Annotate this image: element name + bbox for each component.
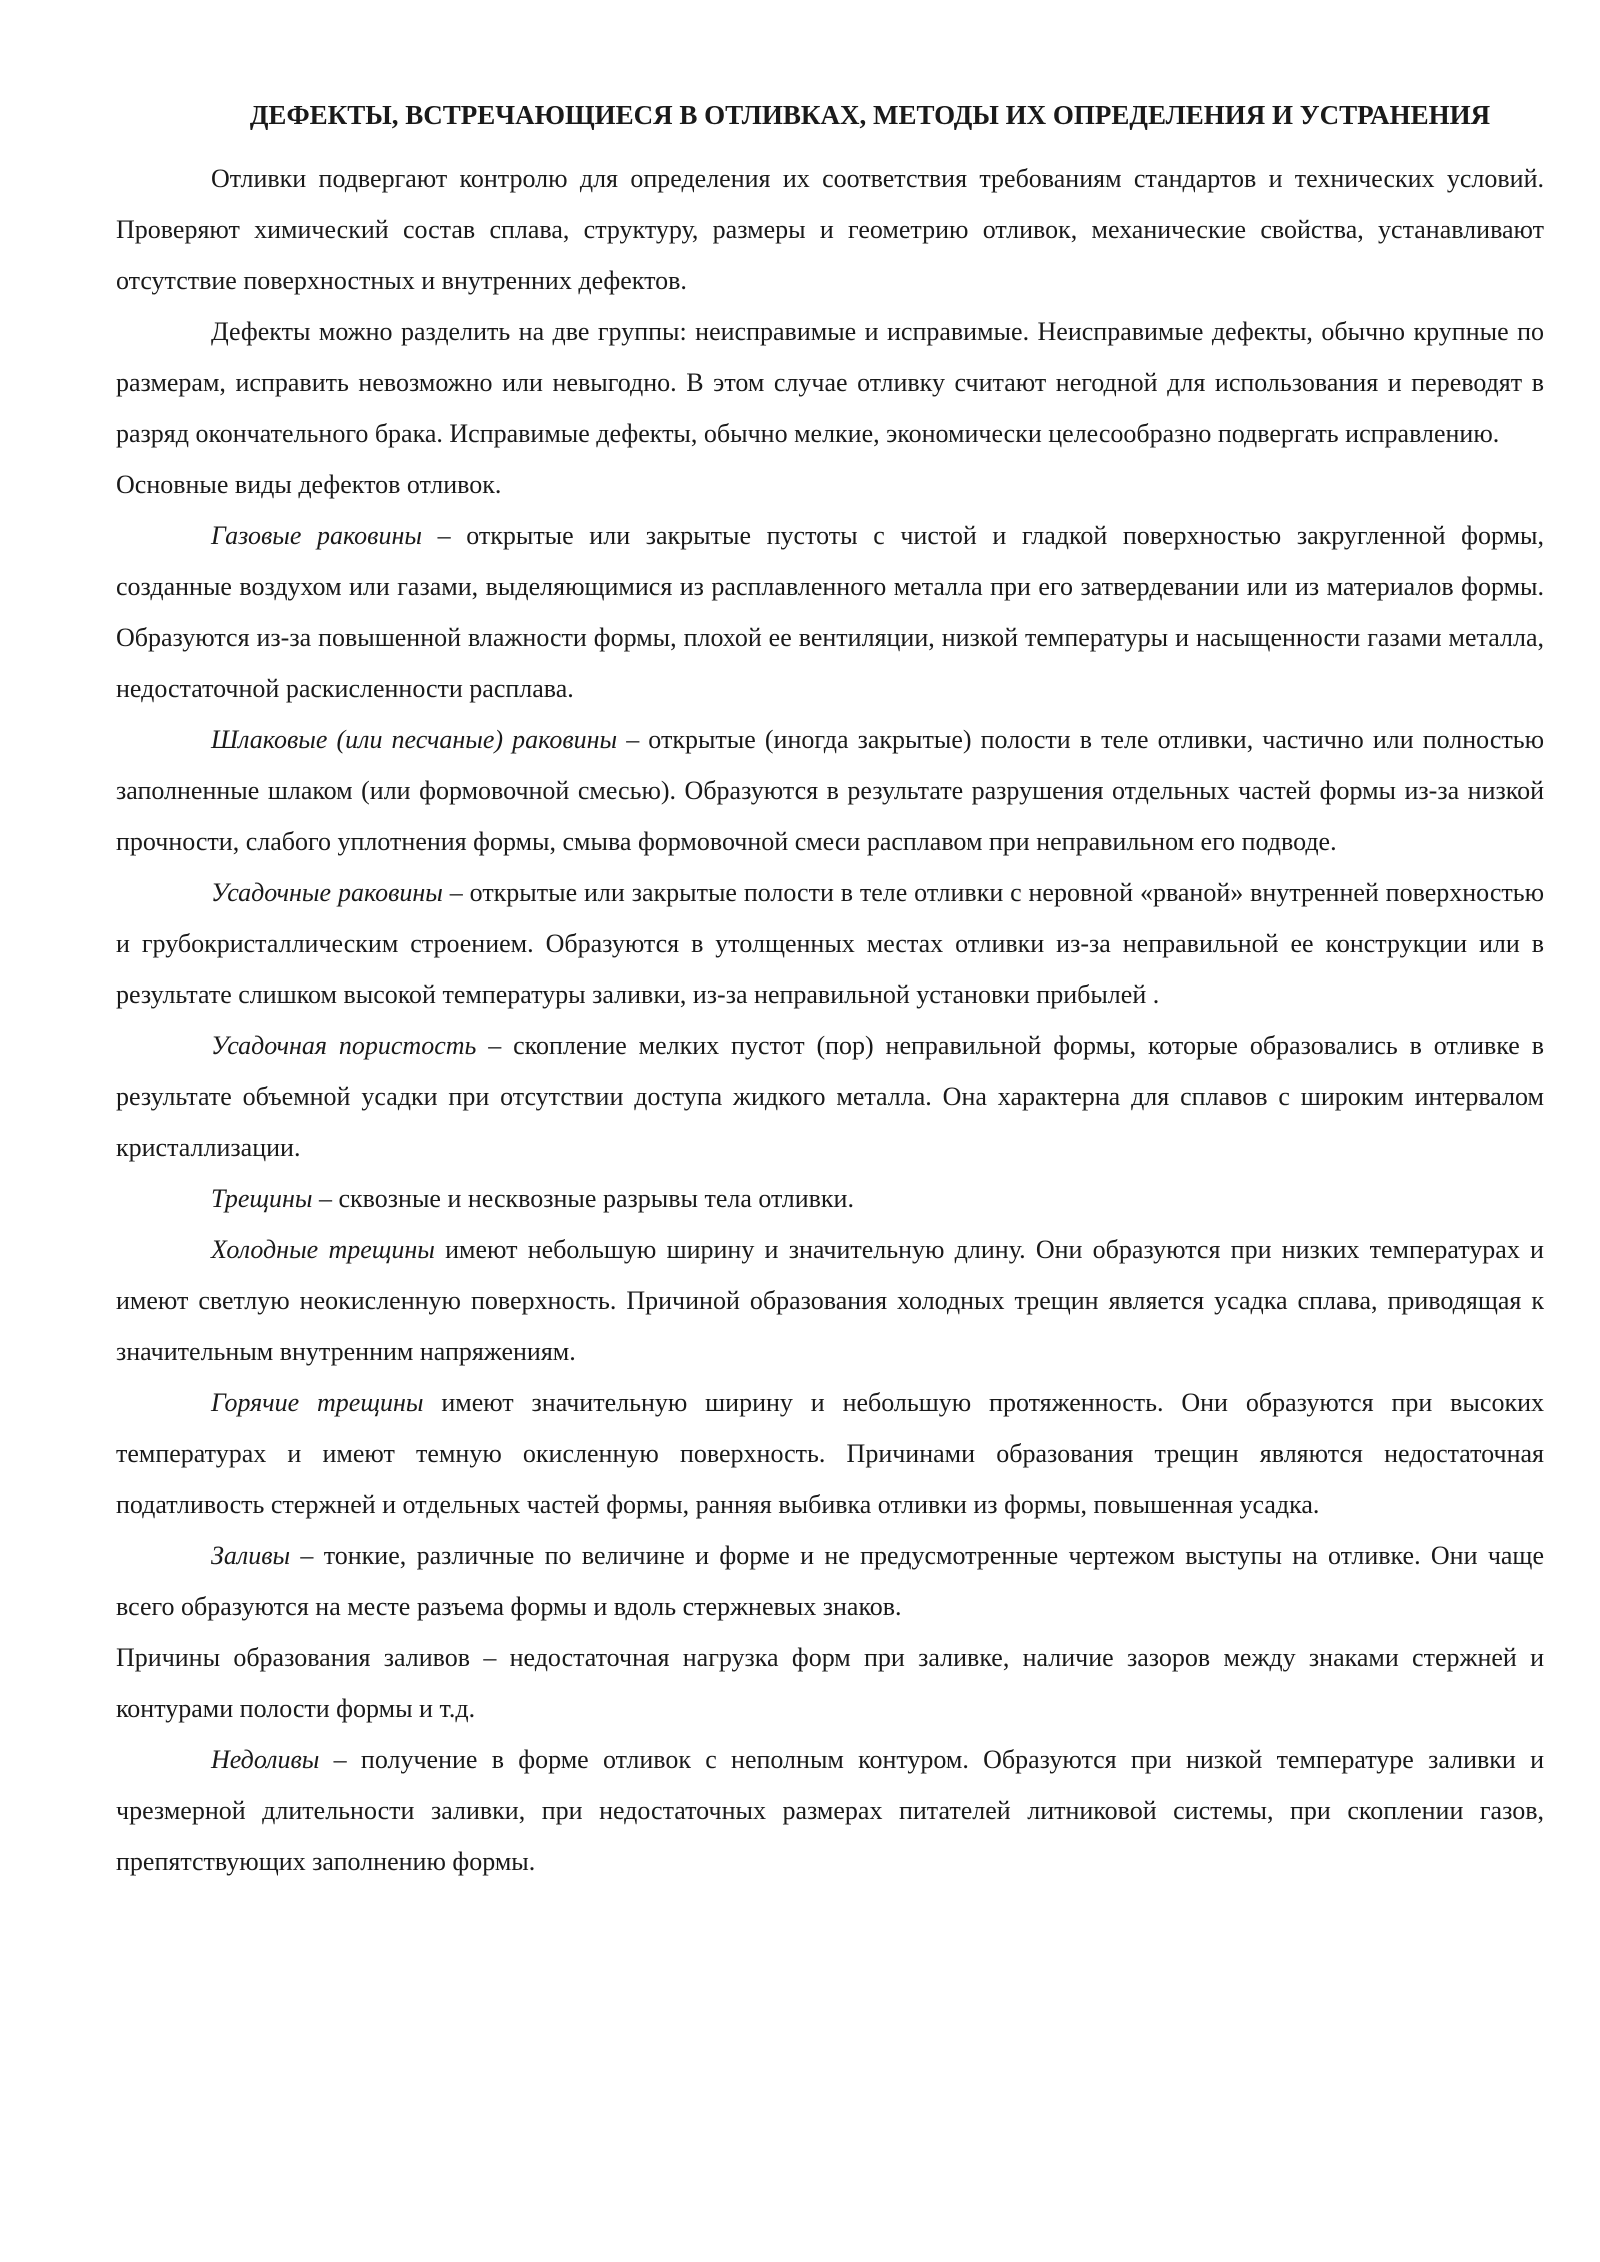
- document-title: ДЕФЕКТЫ, ВСТРЕЧАЮЩИЕСЯ В ОТЛИВКАХ, МЕТОДЫ ИХ ОПРЕДЕЛЕНИЯ И УСТРАНЕНИЯ: [249, 100, 1491, 130]
- paragraph-text: Отливки подвергают контролю для определения их соответствия требованиям стандартов и технических условий. Проверяют химический состав сплава, структуру, размеры и геометрию отливок, механические свойства, устанавливают отсутствие поверхностных и внутренних дефектов.: [116, 164, 1544, 295]
- paragraph-text: – сквозные и несквозные разрывы тела отливки.: [312, 1184, 854, 1213]
- paragraph-shrinkage-porosity: [116, 1020, 1544, 1173]
- paragraph-cracks: [116, 1173, 1544, 1224]
- term-shrinkage-cavities: Усадочные раковины: [211, 878, 443, 907]
- term-flash: Заливы: [211, 1541, 291, 1570]
- paragraph-text: – открытые (иногда закрытые) полости в теле отливки, частично или полностью заполненные шлаком (или формовочной смесью). Образуются в результате разрушения отдельных частей формы из-за низкой прочности, слабого уплотнения формы, смыва формовочной смеси расплавом при неправильном его подводе.: [116, 725, 1545, 856]
- paragraph-misruns: [116, 1734, 1544, 1887]
- paragraph-text: Основные виды дефектов отливок.: [116, 470, 502, 499]
- paragraph-text: – открытые или закрытые пустоты с чистой и гладкой поверхностью закругленной формы, созданные воздухом или газами, выделяющимися из расплавленного металла при его затвердевании или из материалов формы. Образуются из-за повышенной влажности формы, плохой ее вентиляции, низкой температуры и насыщенности газами металла, недостаточной раскисленности расплава.: [116, 521, 1545, 703]
- paragraph-text: Дефекты можно разделить на две группы: неисправимые и исправимые. Неисправимые дефекты, обычно крупные по размерам, исправить невозможно или невыгодно. В этом случае отливку считают негодной для использования и переводят в разряд окончательного брака. Исправимые дефекты, обычно мелкие, экономически целесообразно подвергать исправлению.: [116, 317, 1544, 448]
- document-page: [116, 88, 1544, 1887]
- paragraph-text: имеют значительную ширину и небольшую протяженность. Они образуются при высоких температурах и имеют темную окисленную поверхность. Причинами образования трещин являются недостаточная податливость стержней и отдельных частей формы, ранняя выбивка отливки из формы, повышенная усадка.: [116, 1388, 1544, 1519]
- term-gas-cavities: Газовые раковины: [211, 521, 422, 550]
- paragraph-cold-cracks: [116, 1224, 1544, 1377]
- paragraph-text: – скопление мелких пустот (пор) неправильной формы, которые образовались в отливке в результате объемной усадки при отсутствии доступа жидкого металла. Она характерна для сплавов с широким интервалом кристаллизации.: [116, 1031, 1544, 1162]
- paragraph-text: имеют небольшую ширину и значительную длину. Они образуются при низких температурах и имеют светлую неокисленную поверхность. Причиной образования холодных трещин является усадка сплава, приводящая к значительным внутренним напряжениям.: [116, 1235, 1544, 1366]
- paragraph-slag-cavities: [116, 714, 1544, 867]
- term-hot-cracks: Горячие трещины: [211, 1388, 424, 1417]
- paragraph-text: – открытые или закрытые полости в теле отливки с неровной «рваной» внутренней поверхностью и грубокристаллическим строением. Образуются в утолщенных местах отливки из-за неправильной ее конструкции или в результате слишком высокой температуры заливки, из-за неправильной установки прибылей .: [116, 878, 1545, 1009]
- term-slag-cavities: Шлаковые (или песчаные) раковины: [211, 725, 618, 754]
- term-misruns: Недоливы: [211, 1745, 320, 1774]
- paragraph-flash: [116, 1530, 1544, 1632]
- term-cold-cracks: Холодные трещины: [211, 1235, 435, 1264]
- paragraph-hot-cracks: [116, 1377, 1544, 1530]
- term-cracks: Трещины: [211, 1184, 313, 1213]
- paragraph-defect-groups: [116, 306, 1544, 459]
- paragraph-text: – получение в форме отливок с неполным контуром. Образуются при низкой температуре заливки и чрезмерной длительности заливки, при недостаточных размерах питателей литниковой системы, при скоплении газов, препятствующих заполнению формы.: [116, 1745, 1544, 1876]
- paragraph-control: [116, 153, 1544, 306]
- paragraph-main-types: [116, 459, 1544, 510]
- paragraph-text: – тонкие, различные по величине и форме и не предусмотренные чертежом выступы на отливке. Они чаще всего образуются на месте разъема формы и вдоль стержневых знаков.: [116, 1541, 1544, 1621]
- paragraph-gas-cavities: [116, 510, 1544, 714]
- paragraph-shrinkage-cavities: [116, 867, 1544, 1020]
- term-shrinkage-porosity: Усадочная пористость: [211, 1031, 477, 1060]
- paragraph-flash-causes: [116, 1632, 1544, 1734]
- paragraph-text: Причины образования заливов – недостаточная нагрузка форм при заливке, наличие зазоров между знаками стержней и контурами полости формы и т.д.: [116, 1643, 1544, 1723]
